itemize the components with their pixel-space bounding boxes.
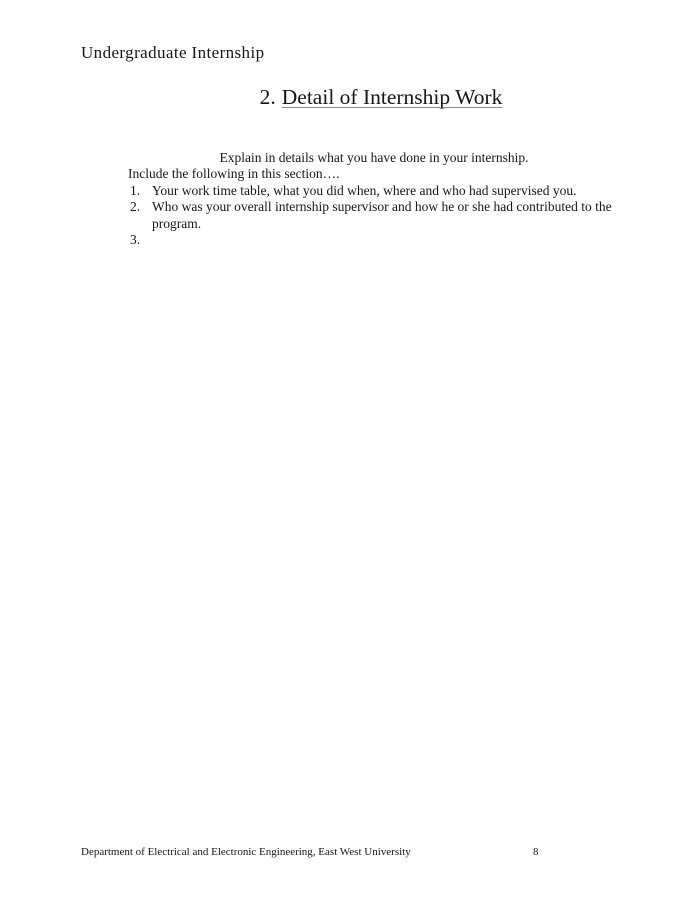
list-item-number: 1. <box>130 182 141 198</box>
list-item-text <box>152 232 620 248</box>
include-line: Include the following in this section…. <box>128 166 340 182</box>
intro-line: Explain in details what you have done in your internship. <box>219 150 529 165</box>
list-item-text: Who was your overall internship supervisor and how he or she had contributed to the program. <box>152 199 612 231</box>
running-header: Undergraduate Internship <box>81 43 265 62</box>
section-heading-number: 2. <box>259 85 276 109</box>
list-item <box>128 199 620 232</box>
section-heading-title: Detail of Internship Work <box>281 85 503 109</box>
footer-text: Department of Electrical and Electronic Engineering, East West University <box>81 846 411 858</box>
list-item-number: 3. <box>130 232 141 248</box>
list-item <box>128 232 620 248</box>
list-item-number: 2. <box>130 199 141 215</box>
list-item-text: Your work time table, what you did when, where and who had supervised you. <box>152 182 577 198</box>
section-heading <box>66 85 696 110</box>
body-text-block <box>128 150 620 248</box>
page-number: 8 <box>533 846 539 858</box>
list-item <box>128 183 620 199</box>
